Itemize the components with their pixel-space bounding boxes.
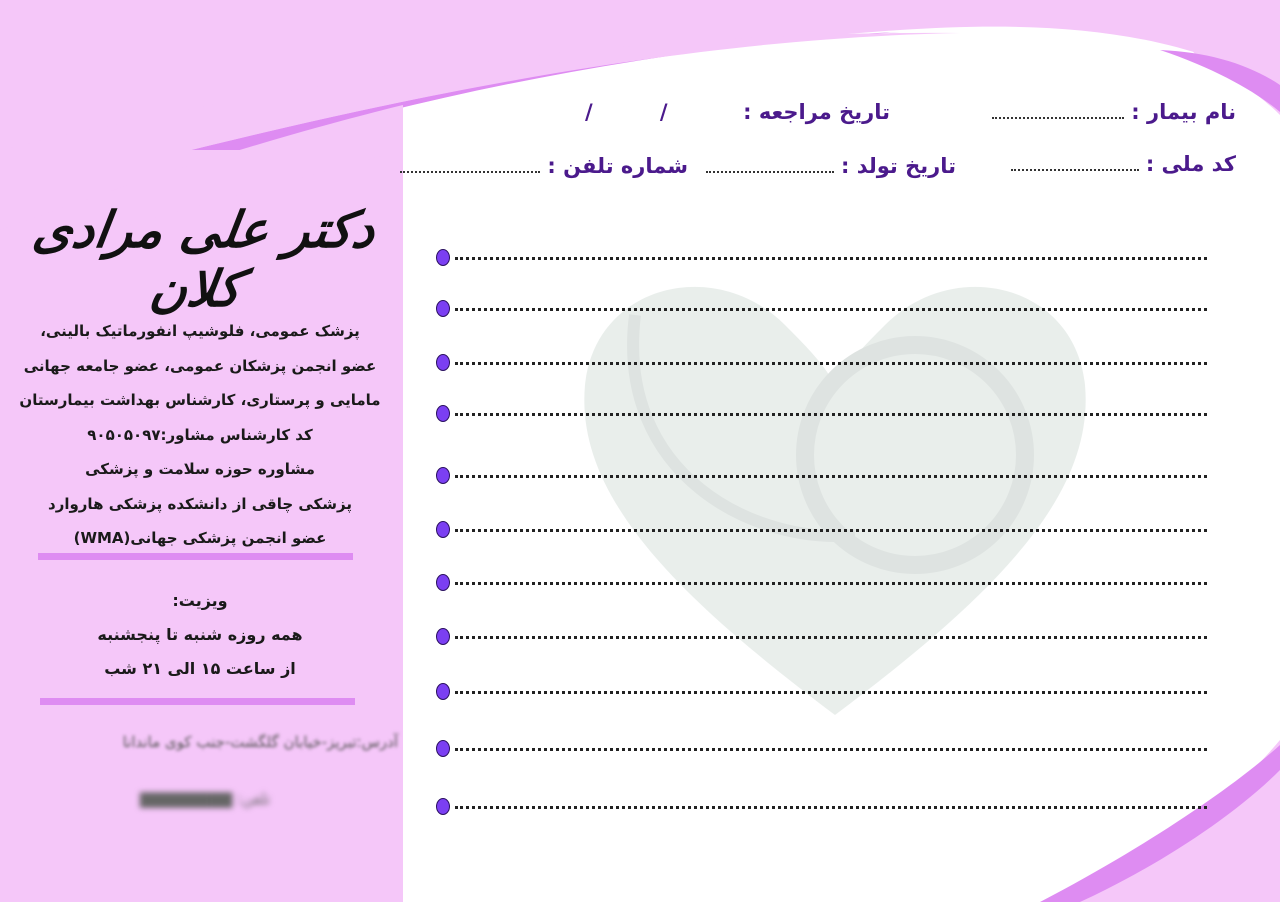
bullet-icon [436, 249, 450, 266]
visit-date-label: تاریخ مراجعه : [743, 100, 890, 124]
bullet-icon [436, 798, 450, 815]
national-id-field[interactable] [1011, 152, 1237, 176]
prescription-line[interactable] [455, 636, 1207, 639]
bullet-icon [436, 354, 450, 371]
visit-hours-text: از ساعت ۱۵ الی ۲۱ شب [104, 659, 296, 678]
bio-line: عضو انجمن پزشکی جهانی(WMA) [73, 529, 327, 547]
bio-line: عضو انجمن پزشکان عمومی، عضو جامعه جهانی [23, 356, 377, 375]
bullet-icon [436, 740, 450, 757]
prescription-line[interactable] [455, 806, 1207, 809]
bio-line: مامایی و پرستاری، کارشناس بهداشت بیمارستان [19, 391, 381, 409]
visit-days: همه روزه شنبه تا پنجشنبه [97, 625, 303, 644]
visit-hours [20, 584, 380, 686]
doctor-info-panel [0, 0, 403, 902]
phone-label: تلفن: [236, 790, 271, 808]
bullet-icon [436, 628, 450, 645]
bio-line: مشاوره حوزه سلامت و پزشکی [85, 460, 315, 478]
prescription-line[interactable] [455, 748, 1207, 751]
phone-field-label: شماره تلفن : [547, 154, 688, 178]
address-value: تبریز-خیابان گلگشت-جنب کوی ماندانا [122, 733, 357, 751]
prescription-line[interactable] [455, 308, 1207, 311]
bullet-icon [436, 300, 450, 317]
prescription-line[interactable] [455, 582, 1207, 585]
divider [38, 553, 353, 560]
prescription-line[interactable] [455, 475, 1207, 478]
bullet-icon [436, 574, 450, 591]
bullet-icon [436, 683, 450, 700]
address [10, 733, 398, 751]
bio-line: پزشکی چاقی از دانشکده پزشکی هاروارد [48, 494, 352, 513]
prescription-line[interactable] [455, 529, 1207, 532]
prescription-line[interactable] [455, 413, 1207, 416]
doctor-name: دکتر علی مرادی کلان [29, 200, 379, 318]
prescription-line[interactable] [455, 257, 1207, 260]
doctor-bio [10, 314, 390, 556]
patient-name-label: نام بیمار : [1131, 100, 1236, 124]
prescription-line[interactable] [455, 362, 1207, 365]
phone-field[interactable] [400, 154, 688, 178]
bullet-icon [436, 521, 450, 538]
birth-date-field[interactable] [706, 154, 956, 178]
bullet-icon [436, 405, 450, 422]
national-id-label: کد ملی : [1145, 152, 1236, 176]
divider [40, 698, 355, 705]
address-label: آدرس: [356, 733, 398, 751]
patient-name-field[interactable] [992, 100, 1236, 124]
bio-line: کد کارشناس مشاور:۹۰۵۰۵۰۹۷ [87, 425, 313, 444]
bullet-icon [436, 467, 450, 484]
visit-date-field[interactable]: / / [585, 100, 670, 124]
visit-title: ویزیت: [172, 591, 228, 610]
bio-line: پزشک عمومی، فلوشیپ انفورماتیک بالینی، [40, 322, 360, 340]
phone: تلفن: ▇▇▇▇▇▇▇▇ [139, 790, 271, 808]
prescription-line[interactable] [455, 691, 1207, 694]
birth-date-label: تاریخ تولد : [841, 154, 956, 178]
